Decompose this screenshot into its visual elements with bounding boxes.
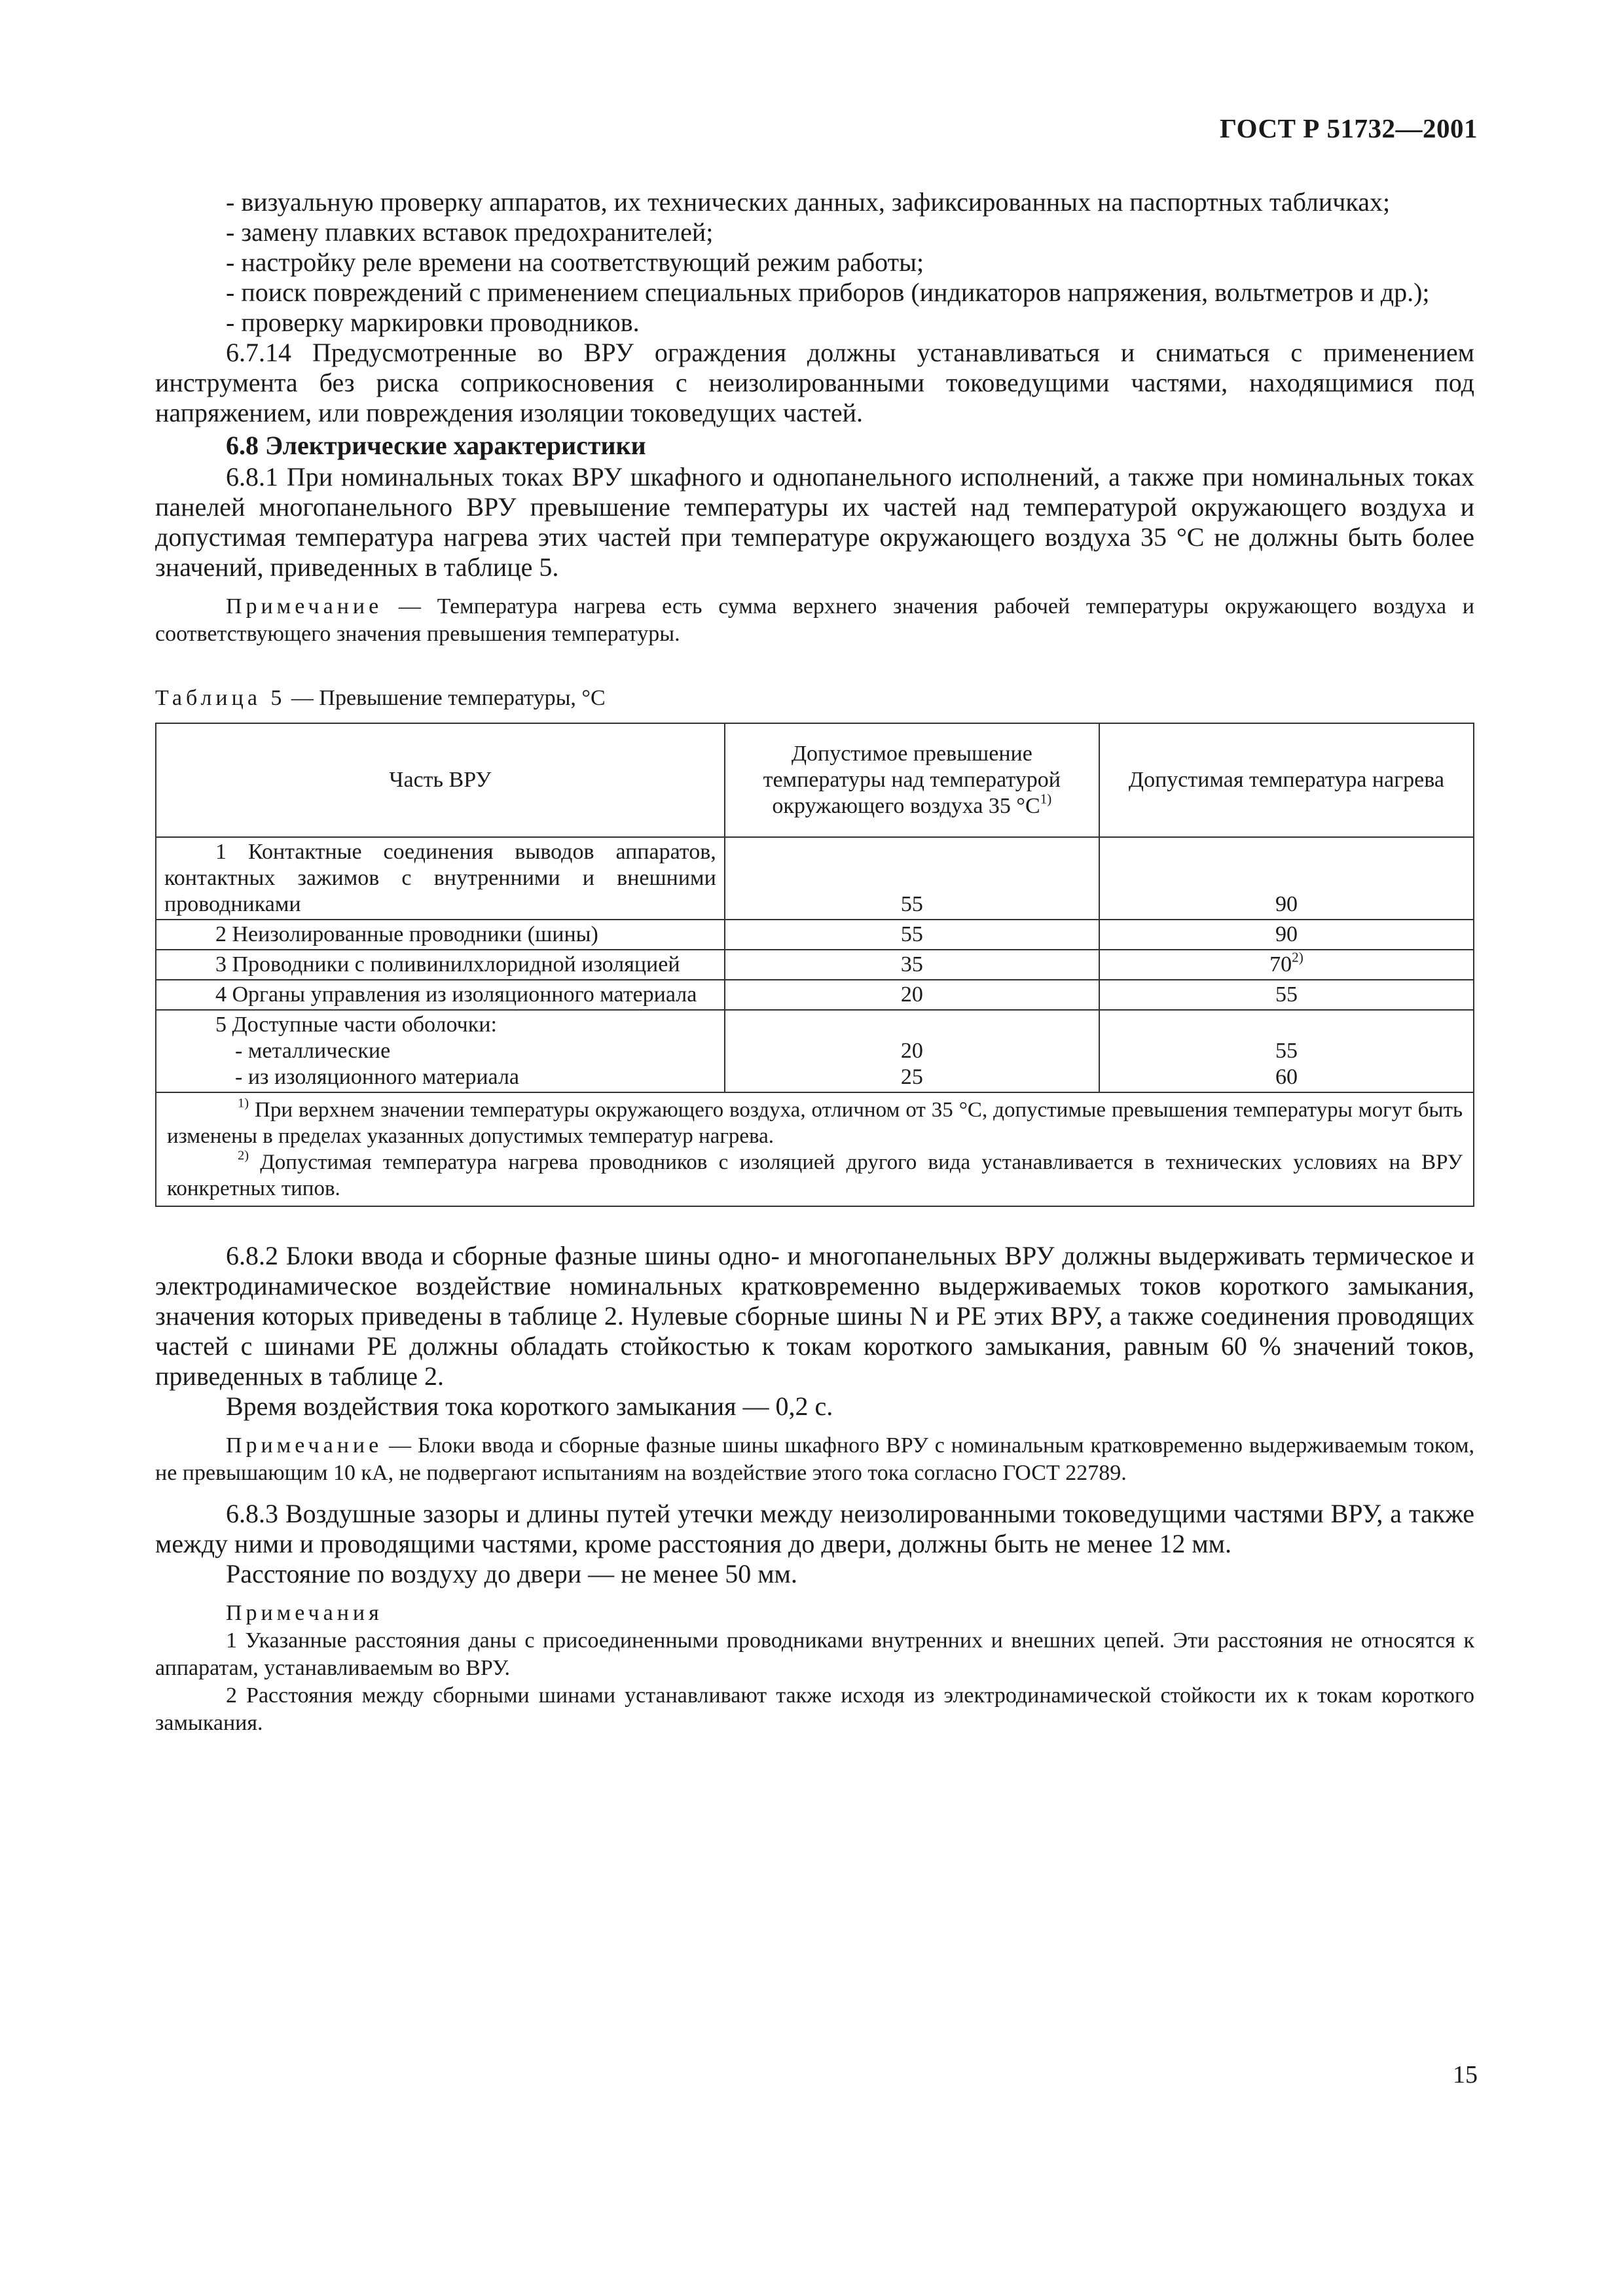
- clause-6-8-1: 6.8.1 При номинальных токах ВРУ шкафного и однопанельного исполнений, а также при номинальных токах панелей многопанельного ВРУ превышение температуры их частей над температурой окружающего воздуха и допустимая температура нагрева этих частей при температуре окружающего воздуха 35 °С не должны быть более значений, приведенных в таблице 5.: [155, 462, 1474, 582]
- list-item: - поиск повреждений с применением специальных приборов (индикаторов напряжения, вольтметров и др.);: [226, 278, 1430, 307]
- row-temp-sub-value: 60: [1275, 1065, 1298, 1089]
- table-footnote: [167, 1097, 1463, 1149]
- table-header-row: [156, 723, 1474, 837]
- section-title: 6.8 Электрические характеристики: [226, 431, 646, 460]
- row-subpart-text: - из изоляционного материала: [235, 1065, 519, 1089]
- clause-6-8-2: 6.8.2 Блоки ввода и сборные фазные шины одно- и многопанельных ВРУ должны выдерживать термическое и электродинамическое воздействие номинальных кратковременно выдерживаемых токов короткого замыкания, значения которых приведены в таблице 2. Нулевые сборные шины N и PE этих ВРУ, а также соединения проводящих частей с шинами PE должны обладать стойкостью к токам короткого замыкания, равным 60 % значений токов, приведенных в таблице 2.: [155, 1241, 1474, 1391]
- row-part-text: 1 Контактные соединения выводов аппаратов, контактных зажимов с внутренними и внешними проводниками: [164, 840, 716, 916]
- table-footnotes: [156, 1092, 1474, 1206]
- table-caption-text: — Превышение температуры, °С: [285, 686, 606, 710]
- table-row: [156, 950, 1474, 980]
- note-label: Примечание: [226, 1433, 383, 1458]
- row-part-name: [156, 920, 725, 950]
- footnote-mark: 2): [1292, 949, 1304, 965]
- header-temp: Допустимая температура нагрева: [1099, 723, 1474, 837]
- row-rise-value: 20: [725, 980, 1099, 1010]
- row-rise-value: [725, 1010, 1099, 1092]
- page-content: [155, 187, 1474, 1737]
- notes-label: [155, 1600, 1474, 1627]
- note-item: 1 Указанные расстояния даны с присоединенными проводниками внутренних и внешних цепей. Эти расстояния не относятся к аппаратам, устанавливаемым во ВРУ.: [155, 1628, 1474, 1680]
- row-rise-sub-value: 25: [900, 1065, 923, 1089]
- document-id: ГОСТ Р 51732—2001: [1220, 113, 1478, 143]
- row-part-text: 3 Проводники с поливинилхлоридной изоляцией: [215, 952, 680, 977]
- note-text: — Блоки ввода и сборные фазные шины шкафного ВРУ с номинальным кратковременно выдерживаемым током, не превышающим 10 кА, не подвергают испытаниям на воздействие этого тока согласно ГОСТ 22789.: [155, 1433, 1474, 1485]
- row-part-name: [156, 950, 725, 980]
- row-rise-value: 55: [725, 920, 1099, 950]
- row-temp-value: 55: [1099, 980, 1474, 1010]
- row-part-text: 2 Неизолированные проводники (шины): [215, 922, 598, 946]
- row-rise-value: 35: [725, 950, 1099, 980]
- header-rise-text: Допустимое превышение температуры над температурой окружающего воздуха 35 °С: [763, 742, 1061, 818]
- header-rise: [725, 723, 1099, 837]
- footnote-text: При верхнем значении температуры окружающего воздуха, отличном от 35 °С, допустимые превышения температуры могут быть изменены в пределах указанных допустимых температур нагрева.: [167, 1098, 1463, 1148]
- table-caption-label: Таблица 5: [155, 686, 286, 710]
- table-row: [156, 837, 1474, 920]
- row-temp-value: 90: [1099, 837, 1474, 920]
- row-temp-value: [1099, 950, 1474, 980]
- table-footnote: [167, 1149, 1463, 1202]
- clause-6-7-14: 6.7.14 Предусмотренные во ВРУ ограждения должны устанавливаться и сниматься с применением инструмента без риска соприкосновения с неизолированными токоведущими частями, находящимися под напряжением, или повреждения изоляции токоведущих частей.: [155, 338, 1474, 427]
- row-temp-value: 90: [1099, 920, 1474, 950]
- note-item: 2 Расстояния между сборными шинами устанавливают также исходя из электродинамической стойкости их к токам короткого замыкания.: [155, 1683, 1474, 1735]
- footnote-text: Допустимая температура нагрева проводников с изоляцией другого вида устанавливается в технических условиях на ВРУ конкретных типов.: [167, 1151, 1463, 1200]
- footnote-mark: 2): [238, 1148, 249, 1163]
- clause-6-8-3: 6.8.3 Воздушные зазоры и длины путей утечки между неизолированными токоведущими частями ВРУ, а также между ними и проводящими частями, кроме расстояния до двери, должны быть не менее 12 мм.: [155, 1499, 1474, 1558]
- table-row: [156, 980, 1474, 1010]
- row-part-name: [156, 1010, 725, 1092]
- row-temp-sub-value: 55: [1275, 1039, 1298, 1063]
- footnote-mark: 1): [1040, 791, 1052, 807]
- footnote-mark: 1): [238, 1096, 249, 1111]
- table-caption: [155, 683, 1474, 713]
- table-footnotes-row: [156, 1092, 1474, 1206]
- row-part-text: 4 Органы управления из изоляционного материала: [215, 982, 697, 1007]
- notes-heading: Примечания: [226, 1601, 383, 1625]
- door-distance: Расстояние по воздуху до двери — не менее 50 мм.: [226, 1559, 797, 1588]
- row-rise-sub-value: 20: [900, 1039, 923, 1063]
- row-part-name: [156, 980, 725, 1010]
- row-subpart-text: - металлические: [235, 1039, 391, 1063]
- list-item: - замену плавких вставок предохранителей;: [226, 217, 714, 247]
- row-part-text: 5 Доступные части оболочки:: [215, 1013, 497, 1037]
- temperature-table: [155, 723, 1474, 1207]
- note: [155, 593, 1474, 648]
- short-time-duration: Время воздействия тока короткого замыкания — 0,2 с.: [226, 1391, 833, 1421]
- note: [155, 1432, 1474, 1487]
- table-row: [156, 920, 1474, 950]
- header-part: Часть ВРУ: [156, 723, 725, 837]
- list-item: - настройку реле времени на соответствующий режим работы;: [226, 247, 924, 277]
- list-item: - визуальную проверку аппаратов, их технических данных, зафиксированных на паспортных табличках;: [226, 187, 1391, 217]
- table-row: [156, 1010, 1474, 1092]
- note-label: Примечание: [226, 594, 383, 619]
- row-part-name: [156, 837, 725, 920]
- list-item: - проверку маркировки проводников.: [226, 308, 640, 337]
- note-text: — Температура нагрева есть сумма верхнего значения рабочей температуры окружающего воздуха и соответствующего значения превышения температуры.: [155, 594, 1474, 646]
- row-temp-text: 70: [1269, 952, 1292, 977]
- page-number: 15: [1453, 2061, 1478, 2089]
- row-rise-value: 55: [725, 837, 1099, 920]
- row-temp-value: [1099, 1010, 1474, 1092]
